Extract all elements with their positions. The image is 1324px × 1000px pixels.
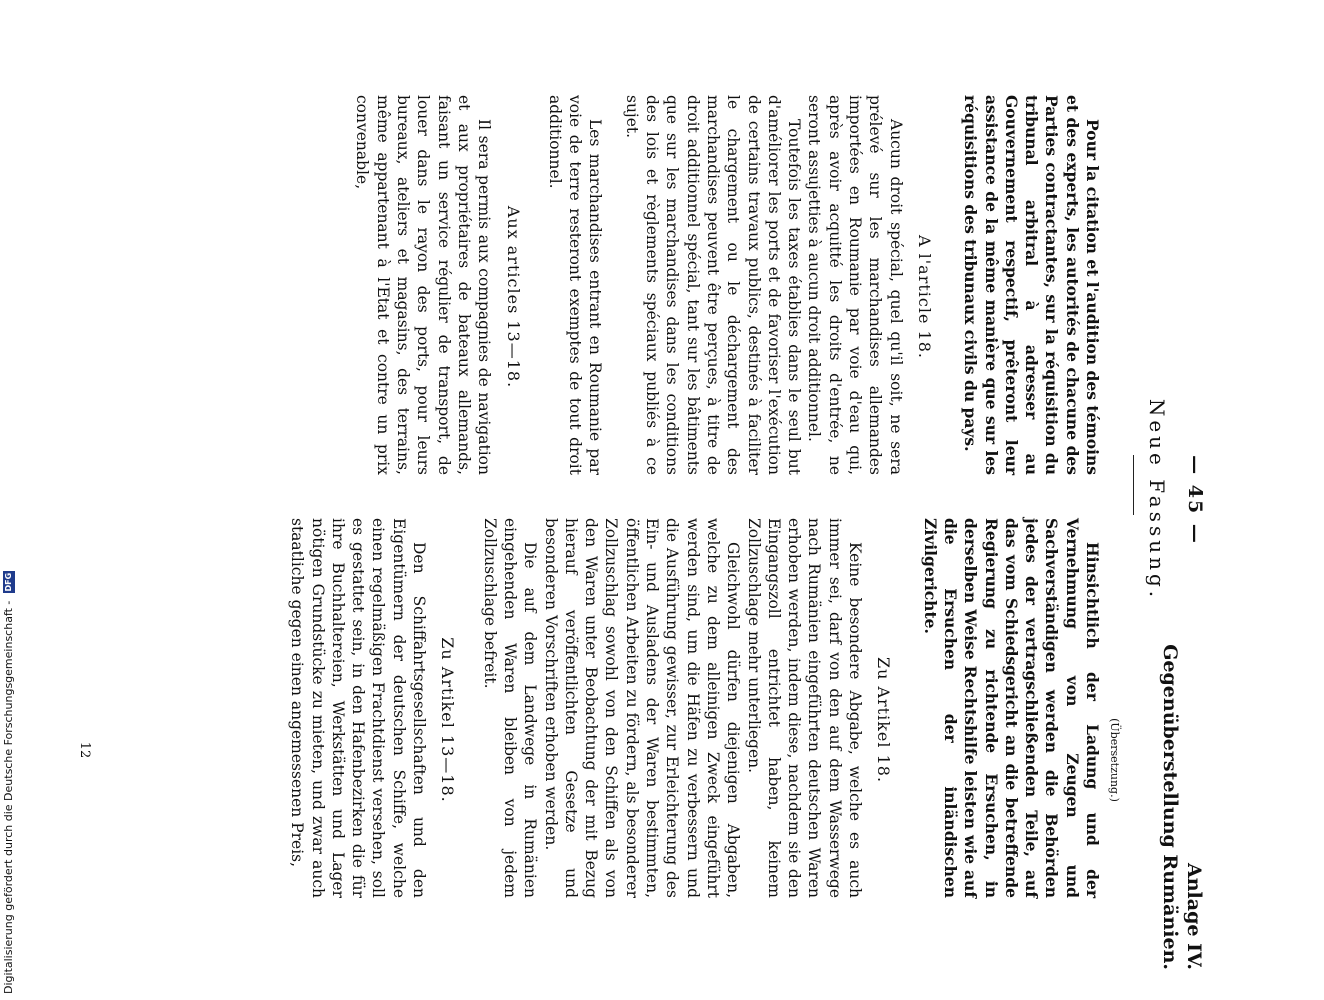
page-number: — 45 — bbox=[1184, 455, 1206, 545]
digitization-caption bbox=[0, 0, 18, 1000]
uebersetzung-label: (Übersetzung.) bbox=[1108, 718, 1121, 802]
french-heading-articles-13-18: Aux articles 13—18. bbox=[503, 205, 523, 389]
sheet-number: 12 bbox=[77, 741, 92, 759]
title-rule bbox=[1133, 455, 1134, 515]
german-paragraph: Den Schiffahrtsgesellschaften und den Eigentümern der deutschen Schiffe, welche einen regelmäßigen Frachtdienst versehen, soll es gestattet sein, in den Hafenbezirken die für ihre Buchhaltereien, Werkstätten und Lager nötigen Grundstücke zu mieten, und zwar auch staatliche gegen einen angemessenen Preis, bbox=[288, 518, 429, 898]
french-paragraph: Pour la citation et l'audition des témoins et des experts, les autorités de chacune des Parties contractantes, sur la réquisition du tribunal arbitral à adresser au Gouvernement respectif, prêteront leur assistance de la même manière que sur les réquisitions des tribunaux civils du pays. bbox=[961, 95, 1102, 475]
french-paragraph: Les marchandises entrant en Roumanie par voie de terre resteront exemptes de tout droit additionnel. bbox=[545, 95, 605, 475]
german-heading-artikel-13-18: Zu Artikel 13—18. bbox=[438, 637, 458, 803]
french-paragraph: Aucun droit spécial, quel qu'il soit, ne sera prélevé sur les marchandises allemandes importées en Roumanie par voie d'eau qui, après avoir acquitté les droits d'entrée, ne seront assujetties à aucun droit additionnel. bbox=[805, 95, 905, 475]
page-header-right bbox=[1158, 640, 1206, 970]
german-paragraph: Die auf dem Landwege in Rumänien eingehenden Waren bleiben von jedem Zollzuschlage befreit. bbox=[480, 518, 540, 898]
neue-fassung-title: Neue Fassung. bbox=[1145, 398, 1169, 602]
french-heading-article-18: A l'article 18. bbox=[914, 235, 934, 359]
french-paragraph: Il sera permis aux compagnies de navigation et aux propriétaires de bateaux allemands, faisant un service régulier de transport, de louer dans le rayon des ports, pour leurs bureaux, ateliers et magasins, des terrains, même appartenant à l'Etat et contre un prix convenable, bbox=[353, 95, 494, 475]
gegenueberstellung-label: Gegenüberstellung Rumänien. bbox=[1159, 644, 1181, 970]
german-paragraph: Hinsichtlich der Ladung und der Vernehmung von Zeugen und Sachverständigen werden die Behörden jedes der vertragschließenden Teile, auf das vom Schiedsgericht an die betreffende Regierung zu richtende Ersuchen, in derselben Weise Rechtshilfe leisten wie auf die Ersuchen der inländischen Zivilgerichte. bbox=[920, 518, 1102, 898]
german-paragraph: Keine besondere Abgabe, welche es auch immer sei, darf von den auf dem Wasserwege nach Rumänien eingeführten deutschen Waren erhoben werden, indem diese, nachdem sie den Eingangszoll entrichtet haben, keinem Zollzuschlage mehr unterliegen. bbox=[744, 518, 865, 898]
anlage-label: Anlage IV. bbox=[1183, 863, 1205, 970]
german-paragraph: Gleichwohl dürfen diejenigen Abgaben, welche zu dem alleinigen Zweck eingeführt werden sind, um die Häfen zu verbessern und die Ausführung gewisser, zur Erleichterung des Ein- und Ausladens der Waren bestimmten, öffentlichen Arbeiten zu fördern, als besonderer Zollzuschlag sowohl von den Schiffen als von den Waren unter Beobachtung der mit Bezug hierauf veröffentlichten Gesetze und besonderen Vorschriften erhoben werden. bbox=[541, 518, 743, 898]
german-heading-artikel-18: Zu Artikel 18. bbox=[874, 656, 894, 784]
german-column bbox=[287, 518, 1102, 898]
french-column bbox=[352, 95, 1102, 475]
dfg-logo: DFG bbox=[4, 572, 13, 592]
caption-text: Digitalisierung gefördert durch die Deutsche Forschungsgemeinschaft - bbox=[2, 600, 15, 994]
french-paragraph: Toutefois les taxes établies dans le seul but d'améliorer les ports et de favoriser l'exécution de certains travaux publics, destinés à faciliter le chargement ou le déchargement des marchandises peuvent être perçues, à titre de droit additionnel spécial, tant sur les bâtiments que sur les marchandises dans les conditions des lois et règlements spéciaux publiés à ce sujet. bbox=[622, 95, 804, 475]
